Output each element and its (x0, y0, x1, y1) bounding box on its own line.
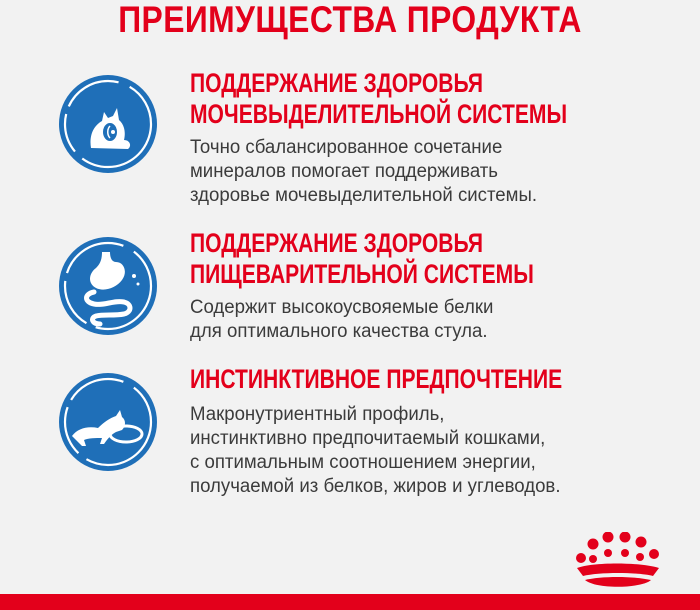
digestive-system-icon (58, 236, 158, 336)
royal-canin-crown-icon (573, 532, 665, 592)
feature-heading: ПОДДЕРЖАНИЕ ЗДОРОВЬЯ МОЧЕВЫДЕЛИТЕЛЬНОЙ СИСТЕМЫ (190, 68, 568, 129)
feature-heading: ПОДДЕРЖАНИЕ ЗДОРОВЬЯ ПИЩЕВАРИТЕЛЬНОЙ СИСТЕМЫ (190, 228, 534, 289)
feature-description: Макронутриентный профиль, инстинктивно предпочитаемый кошками, с оптимальным соотношением энергии, получаемой из белков, жиров и углеводов. (190, 404, 561, 497)
page-title: ПРЕИМУЩЕСТВА ПРОДУКТА (118, 0, 582, 40)
feature-description: Содержит высокоусвояемые белки для оптимального качества стула. (190, 297, 494, 342)
feature-description: Точно сбалансированное сочетание минералов помогает поддерживать здоровье мочевыделительной системы. (190, 137, 538, 206)
footer-bar (0, 594, 700, 610)
cat-kidney-icon (58, 74, 158, 174)
feature-heading: ИНСТИНКТИВНОЕ ПРЕДПОЧТЕНИЕ (190, 364, 563, 394)
cat-bowl-icon (58, 372, 158, 472)
